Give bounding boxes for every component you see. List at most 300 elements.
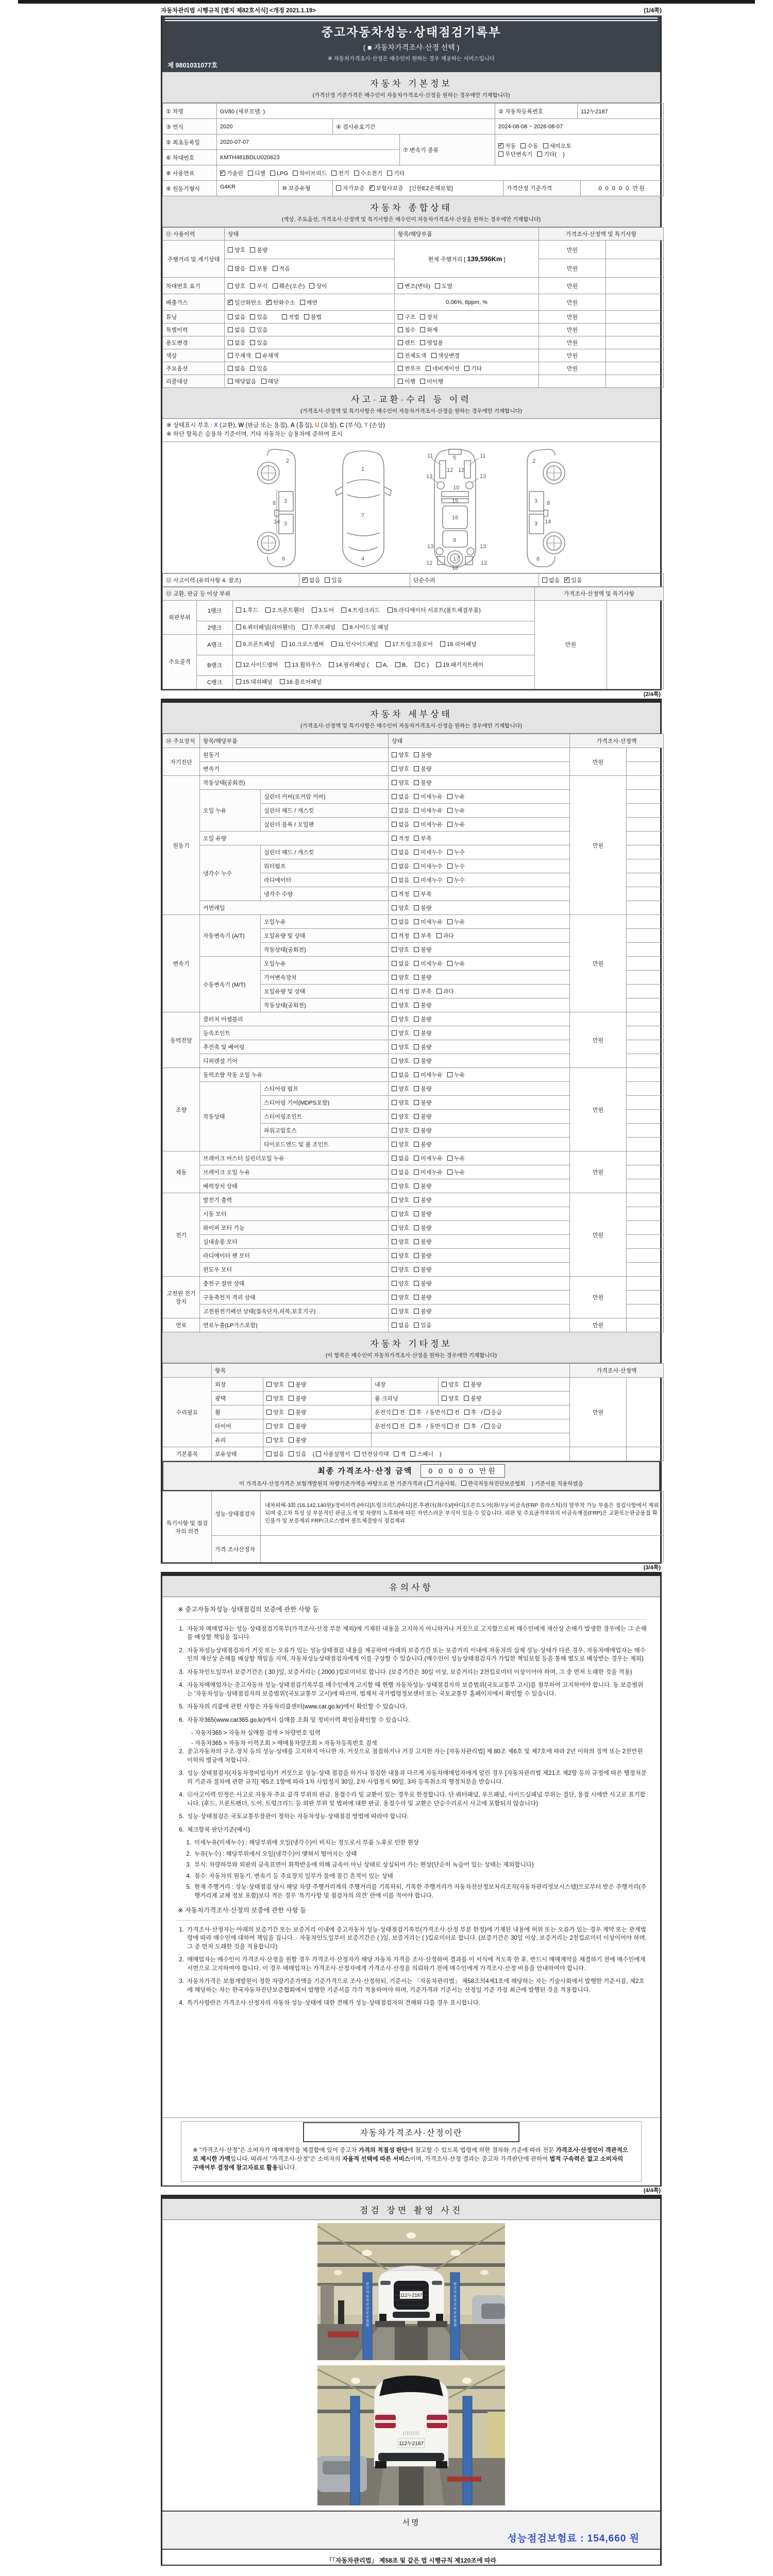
blank-cell — [627, 859, 664, 873]
checkbox-icon — [270, 171, 275, 176]
final-price-note: 이 가격조사·산정가격은 보험개발원의 차량기준가액을 바탕으로 한 기준가격과 ( 기술사회, 한국자동차진단보증협회 ) 기준서를 적용하였음 — [239, 1481, 583, 1487]
checkbox-icon — [392, 1309, 397, 1314]
column-header: ⑬ 교환, 판금 등 이상 부위 — [163, 587, 535, 601]
checkbox-option: 불량 — [414, 973, 431, 981]
blank-cell — [627, 1054, 664, 1068]
notice-item-number: 1. — [179, 1625, 184, 1632]
checkbox-option: 양호 — [392, 973, 409, 981]
panel-number: 3 — [534, 521, 538, 527]
inspection-photo-rear — [317, 2365, 505, 2505]
item-label: 냉각수 수량 — [261, 887, 389, 901]
checkbox-option: 양호 — [392, 1057, 409, 1065]
rank-label: C랭크 — [197, 676, 233, 689]
panel-number: 1 — [361, 466, 365, 472]
checkbox-icon — [414, 989, 419, 994]
vin-value: KMTH481BDLU020623 — [217, 150, 400, 165]
license-plate-front: 112누2187 — [400, 2293, 423, 2298]
notice-sub-text: 누유(누수) : 해당부위에서 오일(냉각수)이 맺혀서 떨어지는 상태 — [194, 1851, 357, 1857]
checkbox-checked-icon — [369, 185, 375, 191]
overall-title: 자동차 종합상태 — [370, 203, 452, 213]
blank-cell — [627, 887, 664, 901]
checkbox-option: 적정 — [392, 987, 409, 995]
checkbox-icon — [331, 641, 337, 647]
status-code: A — [290, 422, 295, 429]
device-group-label: 동력전달 — [163, 1012, 200, 1068]
checkbox-option: 불량 — [289, 1380, 306, 1388]
checkbox-option: ✓자동 — [498, 142, 516, 150]
checkbox-icon — [414, 1044, 419, 1049]
checkbox-option: 적법 — [282, 313, 299, 321]
checkbox-icon — [303, 624, 308, 630]
item-label: 유리 — [212, 1433, 263, 1447]
page-separator — [161, 2195, 662, 2199]
notice-sub-text: 현재 주행거리 : 성능·상태점검 당시 해당 차량 주행거리계의 주행거리를 기록하되, 기록한 주행거리가 자동차전산정보처리조직(자동차관리정보시스템)으로부터 받은 주행거리(주행거리계 교체 정보 포함)보다 적은 경우 '특기사항 및 점검자의 의견' 란에 이를 적어야 합니다. — [194, 1884, 647, 1899]
lift-post-text: 한 국 자 동 차 진 단 보 증 협 회 — [365, 2282, 369, 2328]
checkbox-option: 불량 — [414, 1112, 431, 1121]
checkbox-icon — [392, 1239, 397, 1244]
checkbox-option: 미세누수 — [414, 876, 443, 884]
checkbox-icon — [447, 850, 452, 855]
checkbox-icon — [447, 794, 452, 799]
notice-item-number: 2. — [179, 1957, 184, 1963]
checkbox-checked-icon — [266, 300, 272, 305]
column-header: ⑭ 주요장치 — [163, 734, 200, 748]
checkbox-option: 불량 — [414, 904, 431, 912]
panel-number: 12 — [426, 560, 433, 566]
table-row — [163, 362, 664, 375]
checkbox-option: 7.루프패널 — [303, 622, 336, 634]
checkbox-option: 후 — [410, 1422, 422, 1430]
engine-warranty-row — [217, 181, 663, 196]
checkbox-icon — [414, 961, 419, 966]
item-label: 구동축전지 격리 상태 — [200, 1291, 389, 1304]
checkbox-icon — [289, 1423, 294, 1429]
checkbox-icon — [266, 1396, 272, 1401]
checkbox-option: 없음 — [228, 338, 245, 347]
checkbox-icon — [392, 1044, 397, 1049]
status-code: W — [238, 422, 244, 429]
panel-number: 9 — [453, 537, 457, 544]
notice-sub-item — [183, 1883, 647, 1900]
checkbox-option: 11.인사이드패널 — [331, 639, 378, 651]
car-diagram-top — [331, 446, 395, 571]
checkbox-icon — [398, 283, 403, 289]
price-info-bold: 가격조사·산정인이 객관적으로 제시한 가액 — [193, 2147, 628, 2163]
checkbox-icon — [392, 933, 397, 938]
checkbox-option: 수동 — [520, 142, 538, 150]
checkbox-icon — [431, 353, 436, 358]
table-row — [163, 601, 664, 621]
checkbox-option: 양호 — [266, 1380, 284, 1388]
checkbox-checked-icon — [303, 578, 308, 583]
panel-number: 13 — [426, 473, 433, 480]
checkbox-icon — [387, 171, 392, 176]
checkbox-option: 전 — [393, 1422, 405, 1430]
item-label: 내장 — [372, 1378, 439, 1392]
price-cell: 만원 — [539, 324, 606, 336]
notice-item-text: 자동차365(www.car365.go.kr)에서 실매물 조회 및 정비이력 확인을확인할 수 있습니다. — [187, 1717, 410, 1723]
checkbox-icon — [520, 143, 526, 148]
car-diagram-bottom — [419, 446, 491, 571]
checkbox-option: 양호 — [392, 1279, 409, 1287]
panel-options-cell — [233, 635, 535, 655]
checkbox-icon — [414, 1323, 419, 1328]
checkbox-icon — [414, 1253, 419, 1258]
blank-cell — [627, 998, 664, 1012]
checkbox-icon — [435, 283, 440, 289]
checkbox-option: 보통 — [250, 264, 267, 273]
state-cell — [263, 1378, 372, 1392]
state-cell — [389, 762, 570, 776]
checkbox-option: 침수 — [398, 326, 415, 334]
blank-cell — [627, 1012, 664, 1026]
notice-item — [176, 1716, 647, 1725]
checkbox-option: 3.도어 — [312, 605, 334, 617]
blank-cell — [627, 1277, 664, 1291]
notice-item-number: 3. — [179, 1770, 184, 1777]
price-cell: 만원 — [570, 1151, 627, 1193]
checkbox-icon — [543, 143, 548, 148]
checkbox-option: 없음 — [392, 1071, 409, 1079]
checkbox-option: 누유 — [447, 1168, 465, 1176]
checkbox-icon — [289, 1396, 294, 1401]
item-cell — [395, 278, 539, 294]
checkbox-icon — [228, 283, 233, 289]
state-cell — [439, 1392, 570, 1405]
checkbox-option: 상이 — [309, 282, 327, 290]
checkbox-icon — [464, 1423, 469, 1429]
panel-number: 15 — [452, 498, 459, 504]
notice-sub-number: 2. — [186, 1851, 191, 1857]
blank-cell — [627, 1221, 664, 1235]
notice-item-text: ⑫사고이력 인정은 사고로 자동차 주요 골격 부위의 판금, 용접수리 및 교환이 있는 경우로 한정합니다. 단 쿼터패널, 루프패널, 사이드실패널 부위는 절단, 용접 시에만 사고로 표기합니다. (후드, 프론트펜더, 도어, 트렁크리드 등 외판 부위 및 범퍼에 대한 판금, 용접수리 및 교환은 단순수리로서 사고에 포함되지 않습니다) — [187, 1792, 646, 1807]
panel-number: 18 — [452, 565, 459, 571]
checkbox-icon — [228, 366, 233, 371]
column-header: 가격조사·산정액 — [570, 734, 664, 748]
notice-sub-text: 침수: 자동차의 원동기, 변속기 등 주요장치 일부가 물에 잠긴 흔적이 있는 상태 — [194, 1873, 393, 1879]
checkbox-icon — [414, 1183, 419, 1189]
checkbox-icon — [388, 607, 393, 613]
blank-cell — [627, 1151, 664, 1165]
checkbox-option: 14.필러패널 ( — [329, 659, 369, 671]
checkbox-option: 불량 — [289, 1394, 306, 1402]
checkbox-option: 부족 — [414, 987, 431, 995]
checkbox-option: 응급 — [484, 1422, 502, 1430]
checkbox-option: 양호 — [392, 1251, 409, 1260]
checkbox-option: 기타 — [464, 364, 482, 372]
item-label: 실린더 커버(로커암 커버) — [261, 790, 389, 804]
price-info-bold: 가격의 적절성 판단 — [358, 2147, 408, 2154]
checkbox-option: 18.리어패널 — [440, 639, 477, 651]
column-header: 항목 — [212, 1364, 570, 1378]
checkbox-option: 19.패키지트레이 — [436, 659, 483, 671]
checkbox-option: 12.사이드멤버 — [236, 659, 278, 671]
checkbox-icon — [414, 1267, 419, 1272]
price-cell: 만원 — [570, 776, 627, 915]
checkbox-option: 누수 — [447, 848, 465, 856]
checkbox-option: 미세누유 — [414, 959, 443, 968]
notice-item-text: 가격조사·산정자는 아래의 보증기간 또는 보증거리 이내에 중고자동차 성능·상태점검기록부(가격조사·산정 부분 한정)에 기재된 내용에 허위 또는 오류가 있는 경우 계약 또는 관계법령에 따라 매수인에 대하여 책임을 집니다. · 자동차인도일부터 보증기간은 ( )일, 보증거리는 ( )킬로미터로 합니다. (보증기간은 30일 이상, 보증거리는 2천킬로미터 이상이어야 하며, 그 중 먼저 도래한 것을 적용합니다) — [187, 1926, 647, 1950]
state-cell — [389, 1151, 570, 1165]
checkbox-icon — [392, 1183, 397, 1189]
state-cell — [389, 1068, 570, 1082]
panel-number: 2 — [286, 458, 290, 464]
checkbox-icon — [392, 1156, 397, 1161]
panel-number: 2 — [532, 458, 536, 464]
table-row — [163, 241, 664, 259]
blank-cell — [627, 971, 664, 985]
field-label: 가격산정 기준가격 — [503, 181, 581, 196]
panel-number: 5 — [453, 455, 457, 461]
item-label: 기어변속장치 — [261, 971, 389, 985]
checkbox-icon — [392, 905, 397, 910]
notice-item-number: 5. — [179, 1814, 184, 1820]
checkbox-option: 불량 — [414, 1251, 431, 1260]
checkbox-icon — [440, 641, 445, 647]
checkbox-icon — [414, 1239, 419, 1244]
car-diagram-right-side — [515, 446, 573, 571]
item-label: 충전구 절연 상태 — [200, 1277, 389, 1291]
device-group-label: 전기 — [163, 1193, 200, 1277]
car-diagram-left-side — [250, 446, 308, 571]
notice-item-text: 특기사항란은 가격조사·산정자의 자동차 성능·상태에 대한 견해가 성능·상태점검자의 견해와 다를 경우 표시합니다. — [187, 2000, 480, 2007]
table-row — [163, 1378, 664, 1392]
checkbox-option: 없음 — [542, 576, 560, 584]
state-cell — [389, 1026, 570, 1040]
item-label: 고전원전기배선 상태(접속단자,피복,보호기구) — [200, 1304, 389, 1318]
price-cell: 만원 — [539, 241, 606, 259]
checkbox-icon — [392, 752, 397, 757]
item-label: 워터펌프 — [261, 859, 389, 873]
usage-label: 튜닝 — [163, 311, 225, 324]
checkbox-option: 미세누수 — [414, 848, 443, 856]
etc-table — [162, 1363, 664, 1461]
item-label: 오일누유 — [261, 915, 389, 929]
state-cell — [225, 362, 395, 375]
price-cell — [539, 375, 606, 388]
checkbox-icon — [464, 1382, 469, 1387]
checkbox-icon — [447, 961, 452, 966]
checkbox-icon — [484, 1410, 490, 1415]
checkbox-option: 불량 — [414, 1126, 431, 1134]
item-label: 클러치 어셈블리 — [200, 1012, 389, 1026]
checkbox-icon — [427, 1481, 432, 1486]
accident-subtitle: (가격조사·산정액 및 특기사항은 매수인이 자동차가격조사·산정을 원하는 경우에만 기재합니다) — [300, 408, 522, 414]
device-group-label: 조향 — [163, 1068, 200, 1151]
checkbox-option: 양호 — [392, 1140, 409, 1148]
first-reg-date-value: 2020-07-07 — [217, 134, 400, 150]
price-cell: 만원 — [535, 601, 607, 689]
item-label: 외장 — [212, 1378, 263, 1392]
notice-sub-item: - 자동차365 > 자동차 이력조회 > 매매용차량조회 > 자동차등록번호 검색 — [191, 1740, 377, 1747]
checkbox-option: 매연 — [300, 298, 317, 307]
state-cell — [263, 1419, 372, 1433]
table-header-row — [163, 734, 664, 748]
column-header: 가격조사·산정액 — [570, 1364, 664, 1378]
checkbox-icon — [228, 314, 233, 319]
notice-item — [176, 1926, 647, 1952]
checkbox-option: 미세누유 — [414, 1071, 443, 1079]
state-cell — [389, 1277, 570, 1291]
checkbox-option: 기타( — [537, 150, 557, 158]
checkbox-option: 양호 — [392, 1238, 409, 1246]
checkbox-icon — [354, 171, 359, 176]
notice-item — [176, 1769, 647, 1786]
checkbox-option: 적음 — [273, 264, 290, 273]
state-cell — [389, 998, 570, 1012]
checkbox-option: ✓ 없음 — [303, 576, 320, 584]
engine-type-value: G4KR — [217, 181, 279, 196]
checkbox-option: 없음 — [392, 820, 409, 828]
checkbox-option: 누유 — [447, 1154, 465, 1162]
checkbox-option: 양호 — [392, 945, 409, 954]
field-label: ① 차명 — [163, 104, 217, 119]
state-cell — [389, 1040, 570, 1054]
state-cell — [263, 1392, 372, 1405]
field-label: ⑦ 변속기 종류 — [400, 134, 495, 165]
checkbox-option: 응급 — [484, 1408, 502, 1416]
notice-item-text: 자동차 매매업자는 성능·상태점검기록부(가격조사·산정 부분 제외)에 기재된 내용을 고지하지 아니하거나 거짓으로 고지함으로써 매수인에게 재산상 손해가 발생한 경우에는 그 손해를 배상할 책임을 집니다. — [187, 1625, 647, 1641]
final-price-row — [162, 1461, 660, 1491]
table-row — [163, 776, 664, 790]
usage-label: 주행거리 및 계기상태 — [163, 241, 225, 278]
checkbox-icon — [464, 366, 469, 371]
panel-group-label: 주요골격 — [163, 635, 197, 689]
checkbox-option: 부족 — [414, 834, 431, 842]
inspector-label: 성능·상태점검자 — [212, 1492, 261, 1536]
price-cell: 만원 — [570, 1193, 627, 1277]
table-row — [163, 1447, 664, 1461]
appraiser-remarks-text — [261, 1536, 664, 1563]
checkbox-option: 영업용 — [420, 338, 443, 347]
blank-cell — [627, 1138, 664, 1151]
blank-cell — [606, 241, 664, 259]
checkbox-icon — [420, 314, 425, 319]
checkbox-option: 불량 — [414, 1238, 431, 1246]
checkbox-option: 양호 — [392, 1015, 409, 1023]
checkbox-icon — [410, 1410, 415, 1415]
checkbox-option: 기타 — [387, 169, 405, 177]
checkbox-option: 양호 — [392, 765, 409, 773]
checkbox-option: 유채색 — [256, 351, 279, 360]
item-label: 작동상태(공회전) — [200, 776, 389, 790]
checkbox-icon — [285, 662, 290, 667]
checkbox-option: 해당 — [261, 377, 279, 385]
checkbox-icon — [392, 766, 397, 771]
item-label: 스티어링조인트 — [261, 1110, 389, 1124]
checkbox-icon — [414, 1156, 419, 1161]
checkbox-option: 없음 — [228, 364, 245, 372]
checkbox-icon — [414, 919, 419, 924]
notice-item-text: 중고자동차의 구조·장치 등의 성능·상태를 고지하지 아니한 자, 거짓으로 점검하거나 거짓 고지한 자는 [자동차관리법] 제 80조 제6호 및 제7호에 따라 2년 이하의 징역 또는 2천만원 이하의 벌금에 처합니다. — [187, 1749, 643, 1764]
table-row — [163, 574, 664, 587]
checkbox-option: 미세누유 — [414, 918, 443, 926]
photo-band — [162, 2199, 660, 2220]
checkbox-option: ✓ 보험사보증 — [369, 184, 404, 192]
checkbox-icon — [420, 340, 425, 345]
table-row — [163, 1277, 664, 1291]
table-row — [163, 165, 664, 181]
checkbox-option: 없음 — [392, 1168, 409, 1176]
checkbox-option: 기술사회, — [427, 1480, 457, 1487]
checkbox-icon — [414, 1225, 419, 1230]
checkbox-icon — [392, 836, 397, 841]
panel-number: 14 — [274, 519, 280, 525]
checkbox-icon — [392, 1211, 397, 1216]
state-cell — [389, 1304, 570, 1318]
notice-item — [176, 1956, 647, 1973]
price-info-box — [162, 2117, 660, 2185]
item-label: 파워고압호스 — [261, 1124, 389, 1138]
notice-item-text: 자동차의 리콜에 관한 사항은 자동차리콜센터(www.car.go.kr)에서 확인할 수 있습니다. — [187, 1704, 407, 1710]
notice-item-number: 4. — [179, 1792, 184, 1799]
checkbox-icon — [447, 1423, 452, 1429]
checkbox-option: 불량 — [414, 1140, 431, 1148]
checkbox-icon — [236, 624, 241, 630]
notice-item — [176, 1748, 647, 1765]
blank-cell — [606, 311, 664, 324]
checkbox-option: 6.쿼터패널(리어휀더) — [236, 622, 295, 634]
checkbox-icon — [341, 607, 346, 613]
checkbox-option: 후 — [464, 1422, 477, 1430]
checkbox-option: 8.사이드실 패널 — [343, 622, 389, 634]
blank-cell — [627, 915, 664, 929]
state-cell — [389, 915, 570, 929]
checkbox-icon — [414, 780, 419, 785]
checkbox-icon — [414, 1128, 419, 1133]
notice-item-number: 2. — [179, 1749, 184, 1755]
checkbox-icon — [414, 1072, 419, 1077]
price-info-text: ※ "가격조사·산정"은 소비자가 매매계약을 체결함에 있어 중고차 가격의 적절성 판단에 참고할 수 있도록 법령에 의한 절차와 기준에 따라 전문 가격조사·산정인이 객관적으로 제시한 가액입니다. 따라서 "가격조사·산정"은 소비자의 자율적 선택에 따른 서비스이며, 가격조사·산정 결과는 중고차 가격판단에 관하여 법적 구속력은 없고 소비자의 구매여부 결정에 참고자료로 활용됩니다. — [193, 2147, 628, 2172]
state-cell — [389, 1082, 570, 1096]
checkbox-icon — [447, 808, 452, 813]
checkbox-option: 미이행 — [420, 377, 443, 385]
checkbox-option: 양호 — [392, 1293, 409, 1301]
notice-item-text: 자동차매매업자는 중고자동차 성능·상태점검기록부를 매수인에게 고지할 때 현행 자동차성능·상태점검자의 보증범위(국토교통부 고시)를 첨부하여 고지하여야 합니다. 동 보증범위는 '자동차성능·상태점검자의 보증범위'(국토교통부 고시)에 따르며, 법제처 국가법령정보센터 또는 국토교통부 홈페이지에서 확인할 수 있습니다. — [187, 1682, 644, 1697]
checkbox-icon — [414, 822, 419, 827]
item-cell — [395, 349, 539, 362]
checkbox-option: 적정 — [392, 931, 409, 940]
blank-cell — [606, 324, 664, 336]
field-label: ⑨ 원동기형식 — [163, 181, 217, 196]
item-cell — [395, 324, 539, 336]
checkbox-option: 디젤 — [248, 169, 265, 177]
item-label: 실린더 헤드 / 개스킷 — [261, 845, 389, 859]
blank-cell — [627, 873, 664, 887]
checkbox-icon — [410, 1451, 415, 1456]
checkbox-option: 썬루프 — [398, 364, 421, 372]
checkbox-option: 네비게이션 — [426, 364, 460, 372]
usage-label: 색상 — [163, 349, 225, 362]
blank-cell — [627, 1318, 664, 1332]
checkbox-option: 누유 — [447, 806, 465, 815]
price-cell: 만원 — [570, 1012, 627, 1068]
checkbox-option: 있음 — [250, 338, 267, 347]
checkbox-icon — [304, 314, 309, 319]
checkbox-icon — [414, 1086, 419, 1091]
blank-cell — [627, 1068, 664, 1082]
blank-cell — [627, 1179, 664, 1193]
state-cell — [389, 790, 570, 804]
checkbox-icon — [464, 1396, 469, 1401]
blank-cell — [627, 1447, 664, 1461]
price-cell — [570, 1447, 627, 1461]
panel-number: 14 — [545, 519, 551, 525]
checkbox-option: 하이브리드 — [293, 169, 327, 177]
state-cell — [389, 1221, 570, 1235]
checkbox-option: 전 — [393, 1408, 405, 1416]
panel-number: 12 — [481, 560, 488, 566]
